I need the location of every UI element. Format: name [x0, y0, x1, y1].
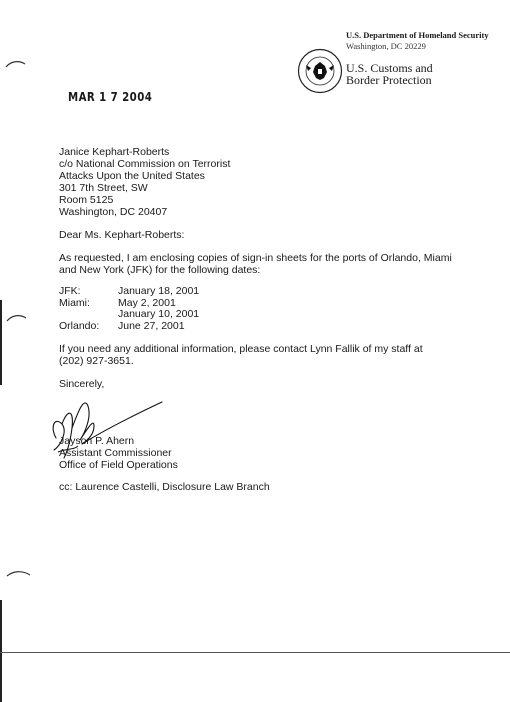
scan-hole-mark: [6, 312, 28, 324]
department-name: U.S. Department of Homeland Security: [346, 30, 489, 40]
scan-fold-line: [0, 652, 510, 653]
recipient-street: 301 7th Street, SW: [59, 182, 148, 194]
recipient-city: Washington, DC 20407: [59, 206, 168, 218]
recipient-name: Janice Kephart-Roberts: [59, 146, 170, 158]
scan-edge-mark: [0, 600, 2, 702]
body-paragraph-1-line2: and New York (JFK) for the following dates:: [59, 264, 261, 276]
agency-name-line2: Border Protection: [346, 73, 432, 87]
body-paragraph-1-line1: As requested, I am enclosing copies of sign-in sheets for the ports of Orlando, Miami: [59, 252, 452, 264]
recipient-org-line1: c/o National Commission on Terrorist: [59, 158, 231, 170]
port-label: JFK:: [59, 285, 81, 297]
body-paragraph-2-line1: If you need any additional information, please contact Lynn Fallik of my staff at: [59, 343, 423, 355]
closing: Sincerely,: [59, 378, 105, 390]
salutation: Dear Ms. Kephart-Roberts:: [59, 229, 185, 241]
dhs-seal-icon: [297, 48, 343, 94]
signer-office: Office of Field Operations: [59, 459, 178, 471]
port-label: Orlando:: [59, 319, 100, 332]
scan-hole-mark: [5, 58, 27, 70]
signer-name: Jayson P. Ahern: [59, 435, 135, 447]
received-date-stamp: MAR 1 7 2004: [68, 90, 153, 104]
port-label: Miami:: [59, 296, 90, 309]
cc-line: cc: Laurence Castelli, Disclosure Law Branch: [59, 481, 270, 493]
scan-hole-mark: [6, 568, 32, 580]
port-date: May 2, 2001: [118, 296, 176, 309]
recipient-room: Room 5125: [59, 194, 114, 206]
agency-name-line1: U.S. Customs and: [346, 61, 433, 75]
department-city: Washington, DC 20229: [346, 41, 426, 51]
port-date: January 10, 2001: [118, 308, 200, 321]
scan-edge-mark: [0, 300, 2, 385]
port-date: January 18, 2001: [118, 285, 200, 297]
signer-title: Assistant Commissioner: [59, 447, 172, 459]
body-paragraph-2-line2: (202) 927-3651.: [59, 355, 134, 367]
recipient-org-line2: Attacks Upon the United States: [59, 170, 205, 182]
port-date: June 27, 2001: [118, 319, 185, 332]
